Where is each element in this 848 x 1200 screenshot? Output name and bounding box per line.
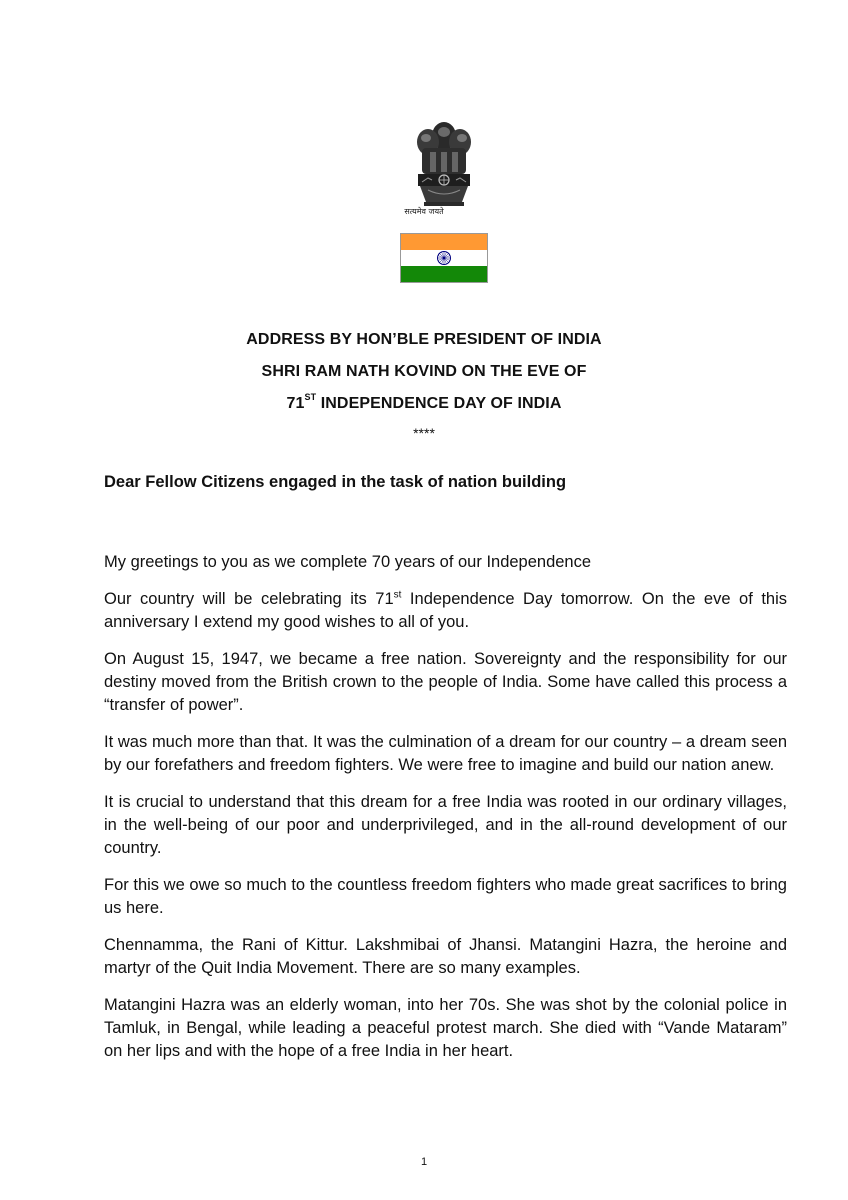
heading-ordinal-number: 71 xyxy=(286,395,305,412)
speech-body xyxy=(104,551,787,1077)
page-number: 1 xyxy=(420,1156,428,1168)
paragraph-8: Matangini Hazra was an elderly woman, into her 70s. She was shot by the colonial police in Tamluk, in Bengal, while leading a peaceful protest march. She died with “Vande Mataram” on her lips and with the hope of a free India in her heart. xyxy=(104,996,787,1060)
paragraph-7: Chennamma, the Rani of Kittur. Lakshmibai of Jhansi. Matangini Hazra, the heroine and martyr of the Quit India Movement. There are so many examples. xyxy=(104,936,787,977)
heading-ordinal-suffix: ST xyxy=(304,392,317,402)
salutation: Dear Fellow Citizens engaged in the task of nation building xyxy=(104,473,567,491)
heading-line-3 xyxy=(0,392,848,413)
heading-line-3-rest: INDEPENDENCE DAY OF INDIA xyxy=(316,395,562,412)
paragraph-2-start: Our country will be celebrating its 71 xyxy=(104,590,394,608)
heading-separator: **** xyxy=(413,425,435,441)
paragraph-5: It is crucial to understand that this dream for a free India was rooted in our ordinary villages, in the well-being of our poor and underprivileged, and in the all-round development of our country. xyxy=(104,793,787,857)
paragraph-2 xyxy=(104,588,787,634)
indian-flag-icon xyxy=(400,233,488,283)
paragraph-3: On August 15, 1947, we became a free nation. Sovereignty and the responsibility for our destiny moved from the British crown to the people of India. Some have called this process a “transfer of power”. xyxy=(104,650,787,714)
paragraph-1: My greetings to you as we complete 70 years of our Independence xyxy=(104,553,592,571)
emblem-motto: सत्यमेव जयते xyxy=(404,207,444,216)
paragraph-6: For this we owe so much to the countless freedom fighters who made great sacrifices to bring us here. xyxy=(104,876,787,917)
paragraph-2-ordinal-suffix: st xyxy=(393,589,402,601)
paragraph-4: It was much more than that. It was the culmination of a dream for our country – a dream seen by our forefathers and freedom fighters. We were free to imagine and build our nation anew. xyxy=(104,733,787,774)
heading-line-1: ADDRESS BY HON’BLE PRESIDENT OF INDIA xyxy=(246,331,602,348)
heading-line-2: SHRI RAM NATH KOVIND ON THE EVE OF xyxy=(261,363,587,380)
paragraph-2-end: Independence Day tomorrow. On the eve of this anniversary I extend my good wishes to all of you. xyxy=(104,590,787,631)
